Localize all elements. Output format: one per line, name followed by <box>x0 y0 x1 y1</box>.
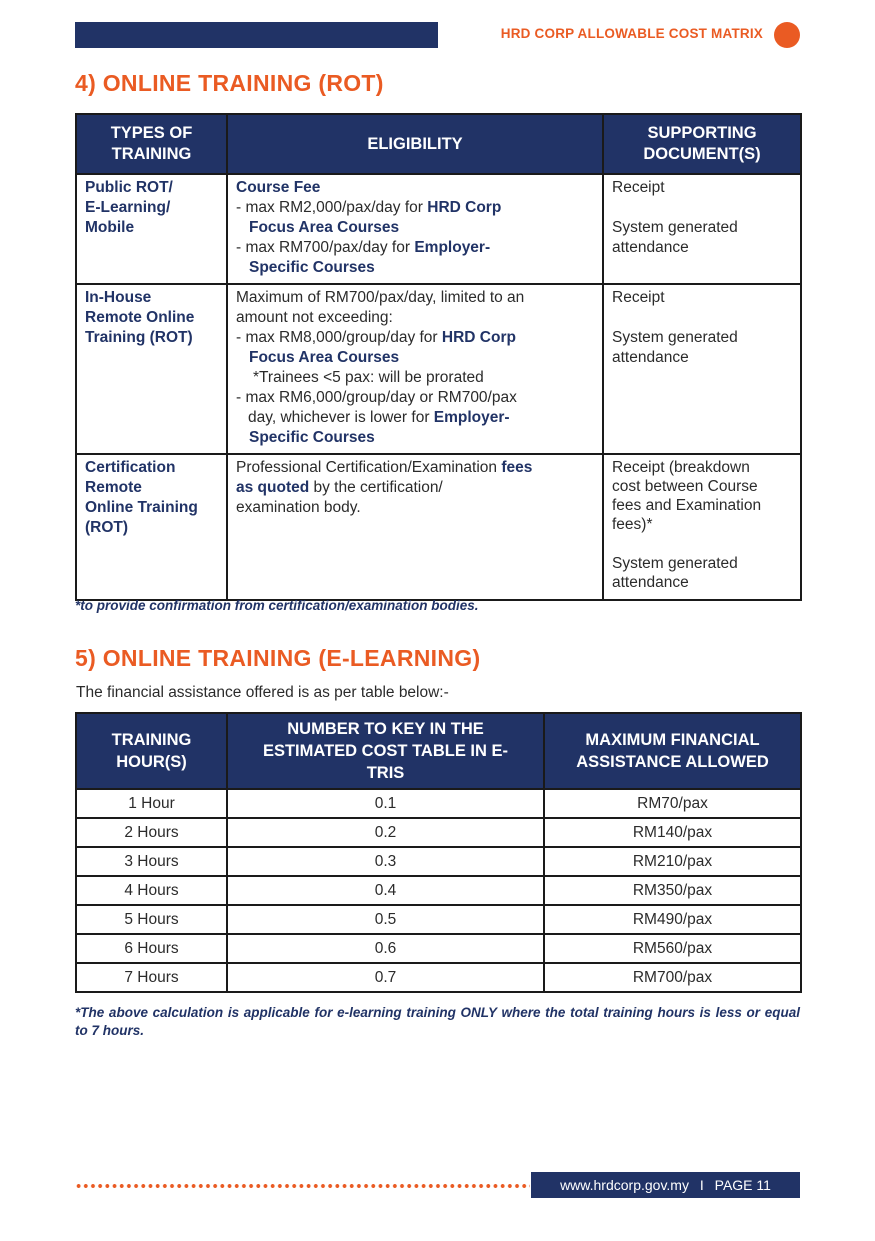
eligibility-cell: Maximum of RM700/pax/day, limited to an amount not exceeding: - max RM8,000/group/day for HRD Corp Focus Area Courses *Trainees <5 pax: will be prorated - max RM6,000/group/day or RM700/pax day, whichever is lower for Employer- Specific Courses <box>227 284 603 454</box>
header-bar <box>75 22 438 48</box>
table-row <box>76 284 801 454</box>
section-title-rot: 4) ONLINE TRAINING (ROT) <box>75 70 384 96</box>
table-cell: RM140/pax <box>544 818 801 847</box>
table-row <box>76 905 801 934</box>
column-header: SUPPORTING DOCUMENT(S) <box>603 114 801 174</box>
column-header: TYPES OF TRAINING <box>76 114 227 174</box>
table-cell: 0.2 <box>227 818 544 847</box>
column-header: MAXIMUM FINANCIAL ASSISTANCE ALLOWED <box>544 713 801 789</box>
table-cell: 5 Hours <box>76 905 227 934</box>
table-header-row <box>76 713 801 789</box>
table-cell: RM210/pax <box>544 847 801 876</box>
column-header: ELIGIBILITY <box>227 114 603 174</box>
elearning-footnote: *The above calculation is applicable for e-learning training ONLY where the total training hours is less or equal to 7 hours. <box>75 1005 800 1038</box>
table-header-row <box>76 114 801 174</box>
supporting-docs-cell: Receipt System generated attendance <box>603 284 801 454</box>
training-type-cell: In-House Remote Online Training (ROT) <box>76 284 227 454</box>
table-row <box>76 963 801 992</box>
column-header: NUMBER TO KEY IN THE ESTIMATED COST TABLE IN E-TRIS <box>227 713 544 789</box>
training-type-cell: Public ROT/ E-Learning/ Mobile <box>76 174 227 284</box>
table-row <box>76 454 801 600</box>
table-cell: RM490/pax <box>544 905 801 934</box>
table-cell: 0.6 <box>227 934 544 963</box>
table-row <box>76 847 801 876</box>
section-title-elearning: 5) ONLINE TRAINING (E-LEARNING) <box>75 645 481 671</box>
eligibility-cell: Professional Certification/Examination fees as quoted by the certification/ examination body. <box>227 454 603 600</box>
header-dot <box>774 22 800 48</box>
table-cell: RM350/pax <box>544 876 801 905</box>
column-header: TRAINING HOUR(S) <box>76 713 227 789</box>
table-row <box>76 174 801 284</box>
page-number: PAGE 11 <box>714 1177 771 1193</box>
footer-page-box <box>531 1172 800 1198</box>
table-cell: 0.3 <box>227 847 544 876</box>
table-cell: RM70/pax <box>544 789 801 818</box>
rot-table <box>75 113 802 601</box>
table-row <box>76 876 801 905</box>
table-cell: 0.4 <box>227 876 544 905</box>
supporting-docs-cell: Receipt (breakdown cost between Course fees and Examination fees)* System generated attendance <box>603 454 801 600</box>
footer-url[interactable]: www.hrdcorp.gov.my <box>560 1177 689 1193</box>
table-cell: 0.5 <box>227 905 544 934</box>
table-cell: 1 Hour <box>76 789 227 818</box>
training-type-cell: Certification Remote Online Training (ROT) <box>76 454 227 600</box>
footer-dotted-line <box>75 1183 530 1189</box>
table-cell: 6 Hours <box>76 934 227 963</box>
table-cell: 2 Hours <box>76 818 227 847</box>
rot-footnote: *to provide confirmation from certification/examination bodies. <box>75 598 479 613</box>
table-cell: 4 Hours <box>76 876 227 905</box>
supporting-docs-cell: Receipt System generated attendance <box>603 174 801 284</box>
footer-separator: I <box>699 1177 704 1193</box>
table-cell: 7 Hours <box>76 963 227 992</box>
table-row <box>76 818 801 847</box>
elearning-intro: The financial assistance offered is as per table below:- <box>76 684 449 701</box>
table-cell: 0.1 <box>227 789 544 818</box>
table-row <box>76 934 801 963</box>
table-cell: 0.7 <box>227 963 544 992</box>
table-cell: RM700/pax <box>544 963 801 992</box>
eligibility-cell: Course Fee - max RM2,000/pax/day for HRD Corp Focus Area Courses - max RM700/pax/day for Employer- Specific Courses <box>227 174 603 284</box>
header-label: HRD CORP ALLOWABLE COST MATRIX <box>500 26 763 41</box>
table-cell: RM560/pax <box>544 934 801 963</box>
elearning-table <box>75 712 802 993</box>
table-row <box>76 789 801 818</box>
table-cell: 3 Hours <box>76 847 227 876</box>
